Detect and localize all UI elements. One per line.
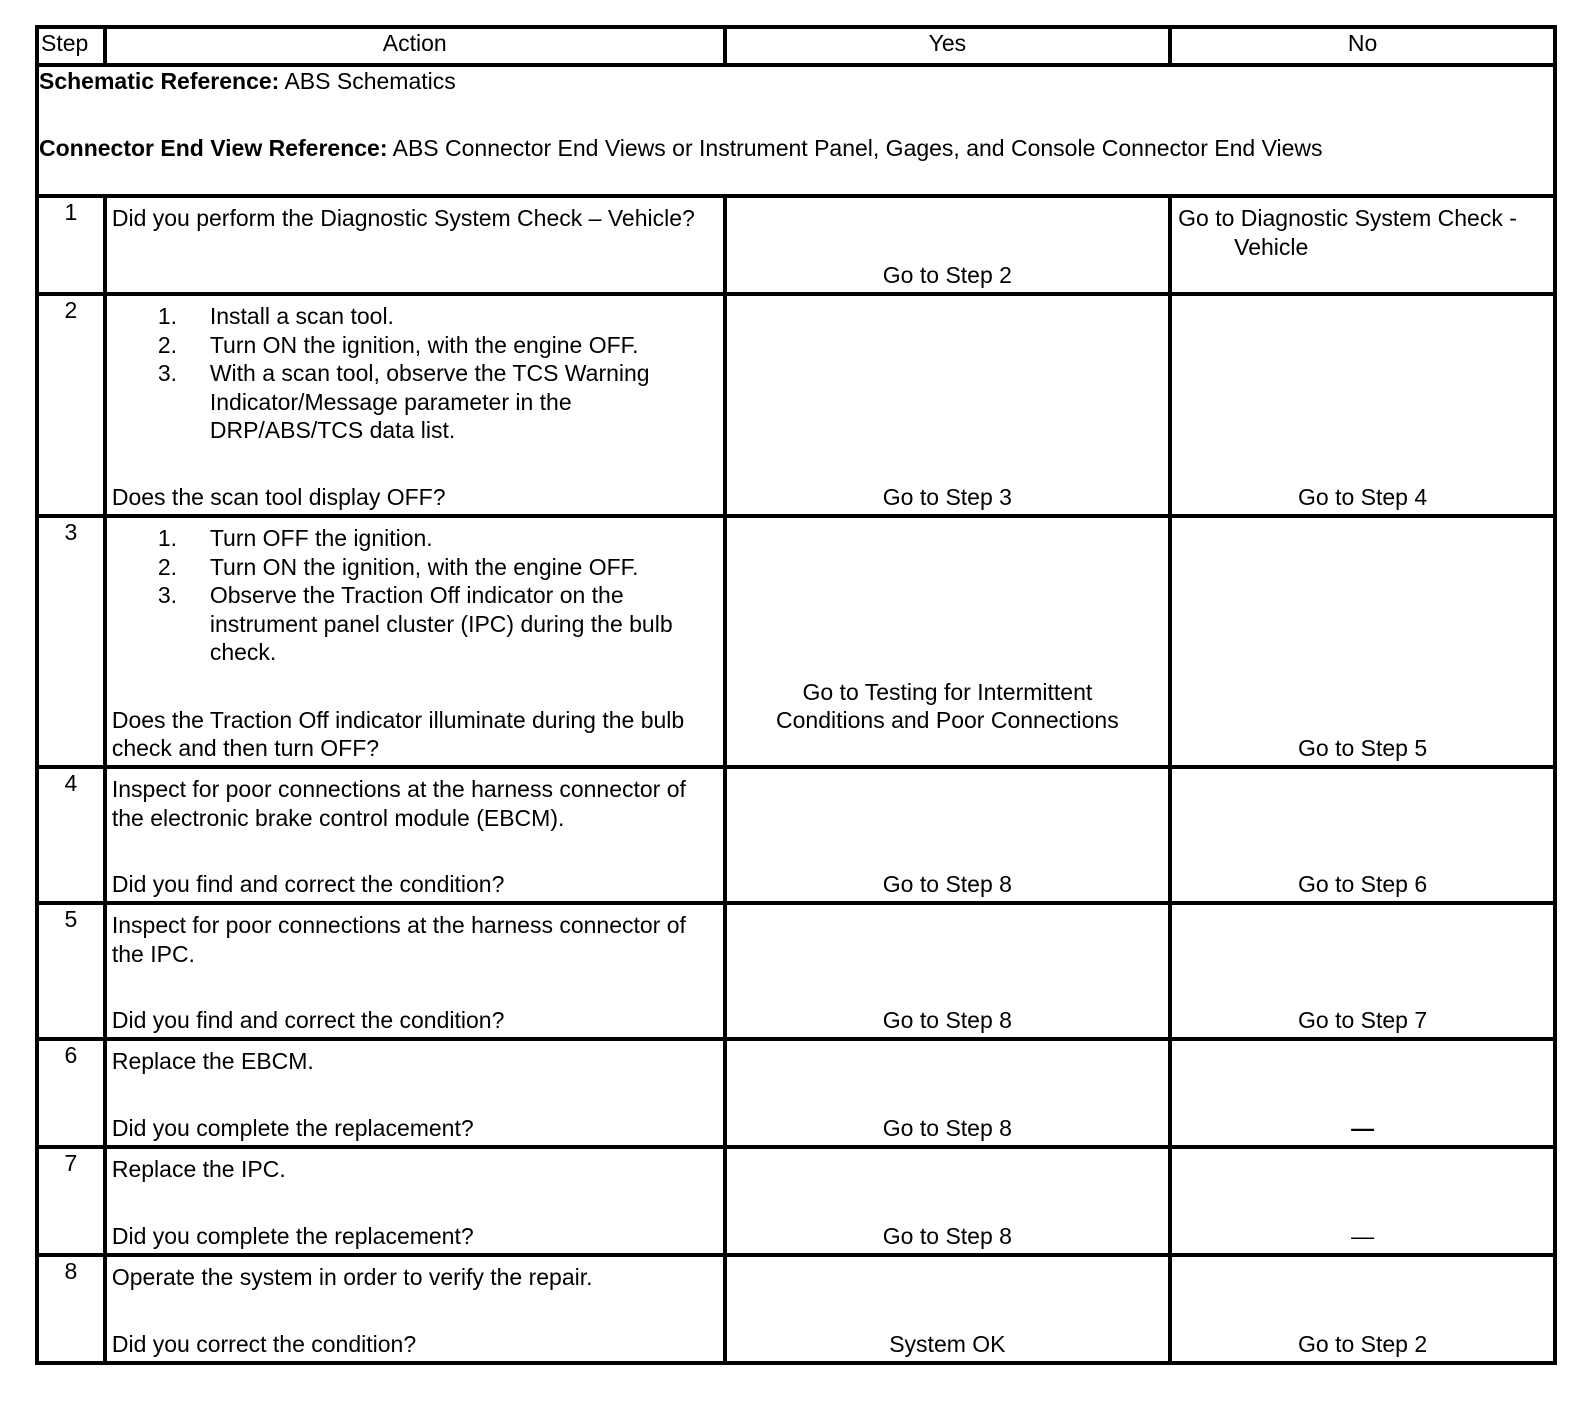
action-cell — [105, 903, 725, 1039]
list-item: 3. With a scan tool, observe the TCS Warning Indicator/Message parameter in the DRP/ABS/TCS data list. — [157, 360, 650, 444]
table-row — [37, 516, 1555, 767]
action-question: Did you correct the condition? — [111, 1331, 417, 1358]
no-cell — [1170, 196, 1555, 294]
no-result — [1178, 204, 1553, 261]
table-row — [37, 1147, 1555, 1255]
list-item: 3. Observe the Traction Off indicator on the instrument panel cluster (IPC) during the bulb check. — [157, 582, 673, 666]
action-cell — [105, 767, 725, 903]
no-result: Go to Step 6 — [1298, 871, 1428, 898]
diagnostic-table — [35, 25, 1557, 1365]
yes-result: Go to Step 8 — [882, 1007, 1012, 1034]
reference-row — [37, 65, 1555, 196]
table-row — [37, 1039, 1555, 1147]
no-cell — [1170, 1147, 1555, 1255]
header-row — [37, 27, 1555, 65]
yes-result: Go to Testing for Intermittent Conditions and Poor Connections — [776, 678, 1119, 734]
yes-cell — [725, 767, 1171, 903]
action-cell — [105, 516, 725, 767]
list-item: 1. Install a scan tool. — [157, 303, 394, 329]
schematic-reference-value: ABS Schematics — [279, 68, 456, 94]
step-number: 3 — [37, 516, 105, 767]
table-row — [37, 903, 1555, 1039]
action-cell — [105, 1039, 725, 1147]
no-result: Go to Step 5 — [1298, 735, 1428, 762]
no-result: Go to Step 4 — [1298, 484, 1428, 511]
no-result: Go to Step 2 — [1298, 1331, 1428, 1358]
table-row — [37, 767, 1555, 903]
header-no: No — [1170, 27, 1555, 65]
action-steps — [112, 302, 719, 445]
header-action: Action — [105, 27, 725, 65]
action-text: Inspect for poor connections at the harness connector of the IPC. — [111, 912, 686, 967]
action-cell — [105, 294, 725, 516]
no-result-line2: Vehicle — [1234, 233, 1309, 260]
step-number: 8 — [37, 1255, 105, 1363]
no-result: — — [1351, 1115, 1375, 1142]
action-cell — [105, 196, 725, 294]
yes-cell — [725, 196, 1171, 294]
yes-cell — [725, 1039, 1171, 1147]
action-question: Did you complete the replacement? — [111, 1115, 474, 1142]
yes-cell — [725, 1147, 1171, 1255]
header-step: Step — [37, 27, 105, 65]
action-text: Inspect for poor connections at the harness connector of the electronic brake control module (EBCM). — [111, 776, 686, 831]
header-yes: Yes — [725, 27, 1171, 65]
action-text: Replace the EBCM. — [111, 1048, 314, 1074]
action-question: Does the scan tool display OFF? — [111, 484, 446, 511]
yes-result: System OK — [889, 1331, 1006, 1358]
reference-cell — [37, 65, 1555, 196]
step-number: 1 — [37, 196, 105, 294]
table-row — [37, 294, 1555, 516]
step-number: 7 — [37, 1147, 105, 1255]
step-number: 2 — [37, 294, 105, 516]
no-result: Go to Step 7 — [1298, 1007, 1428, 1034]
action-question: Does the Traction Off indicator illuminate during the bulb check and then turn OFF? — [111, 706, 685, 762]
no-cell — [1170, 1255, 1555, 1363]
list-item: 2. Turn ON the ignition, with the engine OFF. — [157, 553, 639, 580]
schematic-reference — [39, 67, 1553, 96]
yes-cell — [725, 516, 1171, 767]
action-steps — [112, 524, 723, 667]
yes-cell — [725, 903, 1171, 1039]
yes-result: Go to Step 2 — [882, 262, 1012, 289]
connector-reference-label: Connector End View Reference: — [39, 134, 388, 161]
yes-cell — [725, 1255, 1171, 1363]
yes-result: Go to Step 8 — [882, 1223, 1012, 1250]
no-cell — [1170, 294, 1555, 516]
no-cell — [1170, 1039, 1555, 1147]
action-question: Did you complete the replacement? — [111, 1223, 474, 1250]
connector-reference — [39, 134, 1553, 163]
yes-result: Go to Step 3 — [882, 484, 1012, 511]
no-result-line1: Go to Diagnostic System Check - — [1178, 205, 1517, 231]
action-cell — [105, 1255, 725, 1363]
action-question: Did you find and correct the condition? — [111, 871, 505, 898]
step-number: 6 — [37, 1039, 105, 1147]
no-cell — [1170, 903, 1555, 1039]
no-cell — [1170, 767, 1555, 903]
table-row — [37, 1255, 1555, 1363]
step-number: 4 — [37, 767, 105, 903]
yes-result: Go to Step 8 — [882, 1115, 1012, 1142]
connector-reference-value: ABS Connector End Views or Instrument Panel, Gages, and Console Connector End Views — [387, 134, 1323, 161]
yes-result: Go to Step 8 — [882, 871, 1012, 898]
step-number: 5 — [37, 903, 105, 1039]
no-cell — [1170, 516, 1555, 767]
action-text: Replace the IPC. — [111, 1156, 286, 1182]
list-item: 2. Turn ON the ignition, with the engine OFF. — [157, 331, 639, 358]
action-question: Did you find and correct the condition? — [111, 1007, 505, 1034]
yes-cell — [725, 294, 1171, 516]
action-text: Did you perform the Diagnostic System Check – Vehicle? — [111, 205, 695, 231]
table-row — [37, 196, 1555, 294]
schematic-reference-label: Schematic Reference: — [39, 68, 280, 94]
no-result: — — [1351, 1223, 1375, 1250]
action-text: Operate the system in order to verify the repair. — [111, 1264, 593, 1290]
list-item: 1. Turn OFF the ignition. — [157, 525, 433, 551]
action-cell — [105, 1147, 725, 1255]
